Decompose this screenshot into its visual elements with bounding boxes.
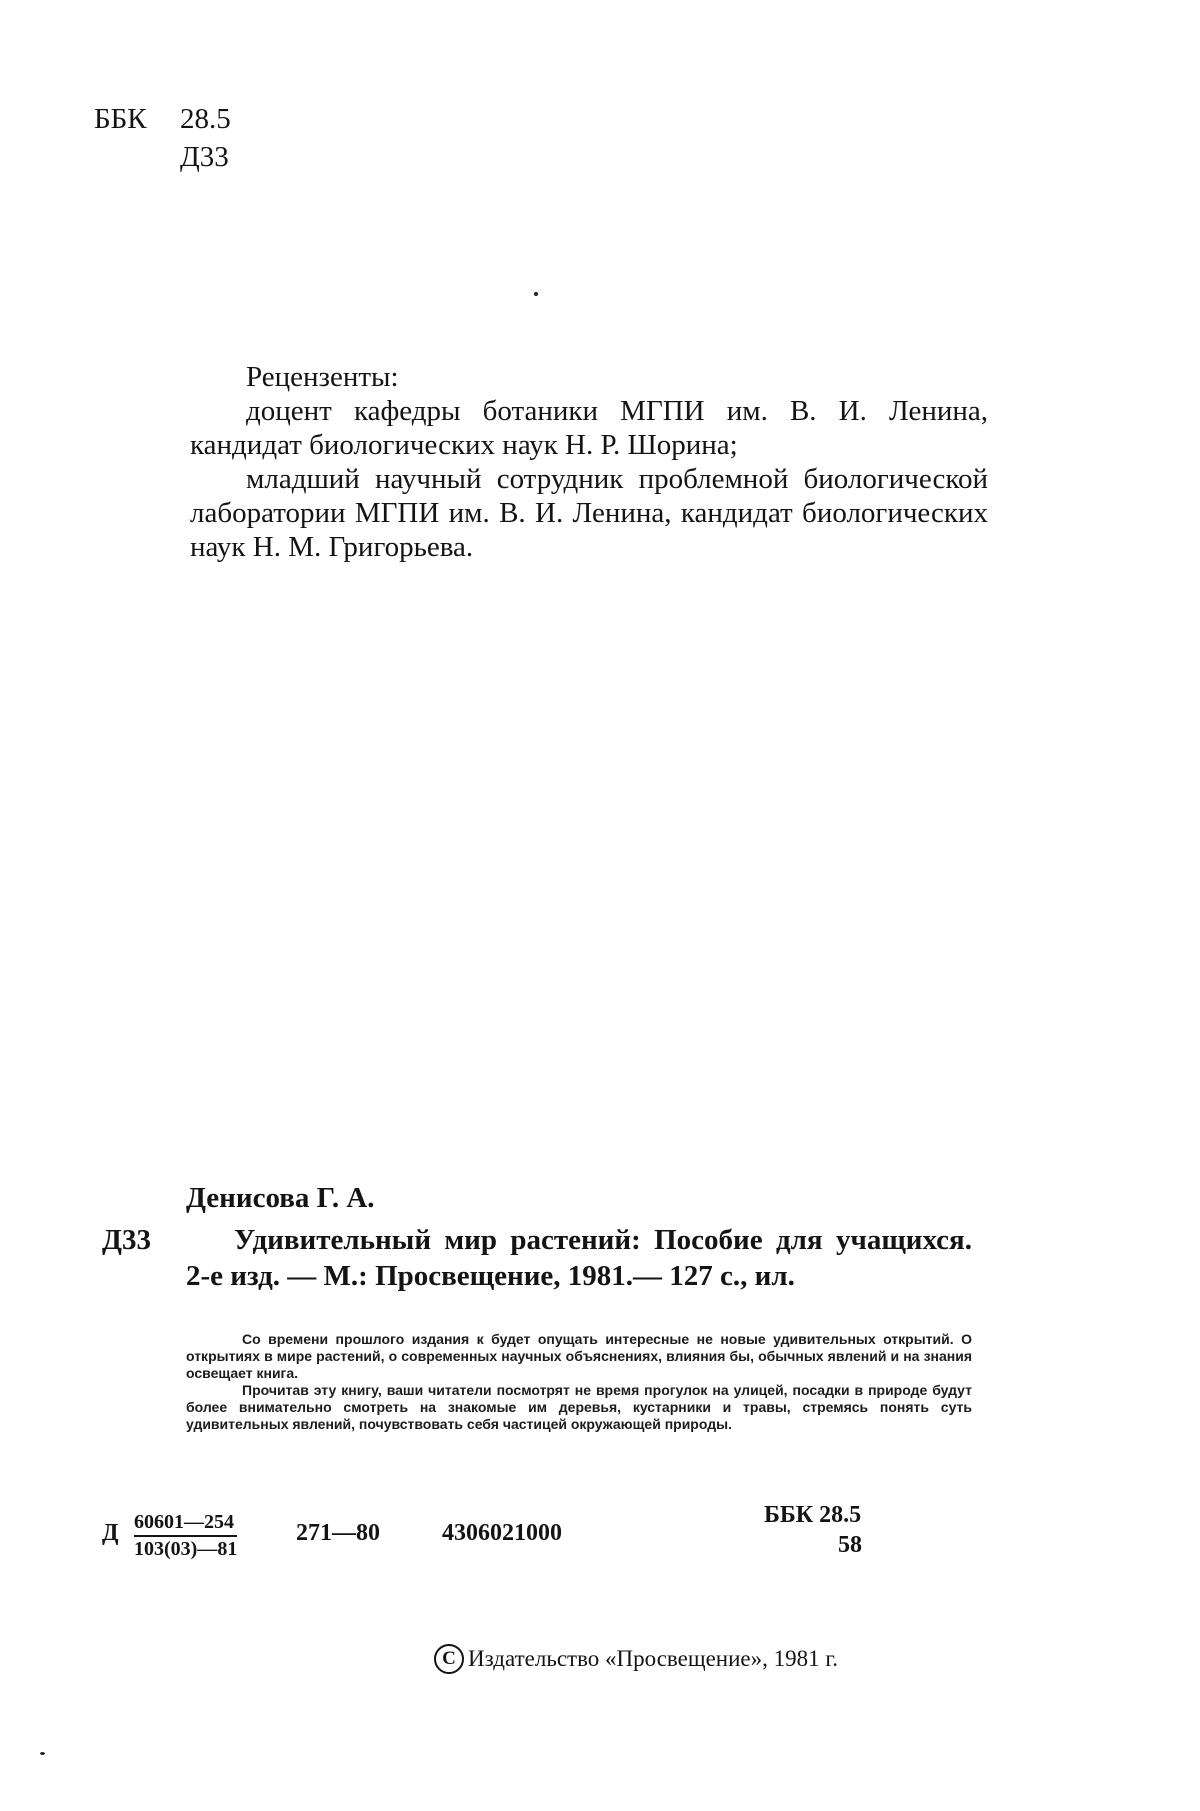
annotation-paragraph: Со времени прошлого издания к будет опущать интересные не новые удивительных открытий. О открытиях в мире растений, о современных научных объяснениях, влияния бы, обычных явлений и на знания освещает книга.: [186, 1331, 972, 1381]
catalog-author: Денисова Г. А.: [186, 1182, 375, 1214]
catalog-title-block: [186, 1222, 972, 1294]
print-speck: [40, 1752, 45, 1755]
classification-label: ББК: [94, 103, 147, 135]
index-fraction: [134, 1510, 237, 1561]
catalog-bbk-code: ББК 28.5: [764, 1502, 862, 1528]
index-denominator: 103(03)—81: [134, 1538, 238, 1560]
index-range: 271—80: [296, 1520, 380, 1546]
catalog-bbk: [764, 1500, 862, 1560]
classification-cutter: Д33: [180, 141, 229, 173]
print-speck: [534, 292, 538, 296]
classification-block: [94, 100, 231, 176]
annotation-paragraph: Прочитав эту книгу, ваши читатели посмотрят не время прогулок на улицей, посадки в природе будут более внимательно смотреть на знакомые им деревья, кустарники и травы, стремясь понять суть удивительных явлений, почувствовать себя частицей окружающей природы.: [186, 1382, 972, 1432]
catalog-cutter: Д33: [102, 1224, 151, 1256]
reviewer-entry: доцент кафедры ботаники МГПИ им. В. И. Ленина, кандидат биологических наук Н. Р. Шорина;: [190, 395, 988, 461]
copyright-icon: C: [434, 1644, 464, 1674]
catalog-title: Удивительный мир растений: Пособие для учащихся. 2-е изд. — М.: Просвещение, 1981.— 127 с., ил.: [186, 1224, 972, 1292]
copyright-line: [434, 1644, 838, 1674]
catalog-annotation: [186, 1331, 972, 1433]
classification-code: 28.5: [180, 103, 231, 135]
reviewers-heading: Рецензенты:: [246, 361, 399, 393]
catalog-bbk-cutter: 58: [838, 1532, 862, 1558]
index-prefix: Д: [102, 1520, 119, 1546]
reviewers-block: [190, 360, 988, 564]
index-numerator: 60601—254: [134, 1510, 237, 1537]
index-number: 4306021000: [442, 1520, 562, 1546]
reviewer-entry: младший научный сотрудник проблемной биологической лаборатории МГПИ им. В. И. Ленина, кандидат биологических наук Н. М. Григорьева.: [190, 463, 988, 563]
copyright-text: Издательство «Просвещение», 1981 г.: [468, 1646, 838, 1671]
